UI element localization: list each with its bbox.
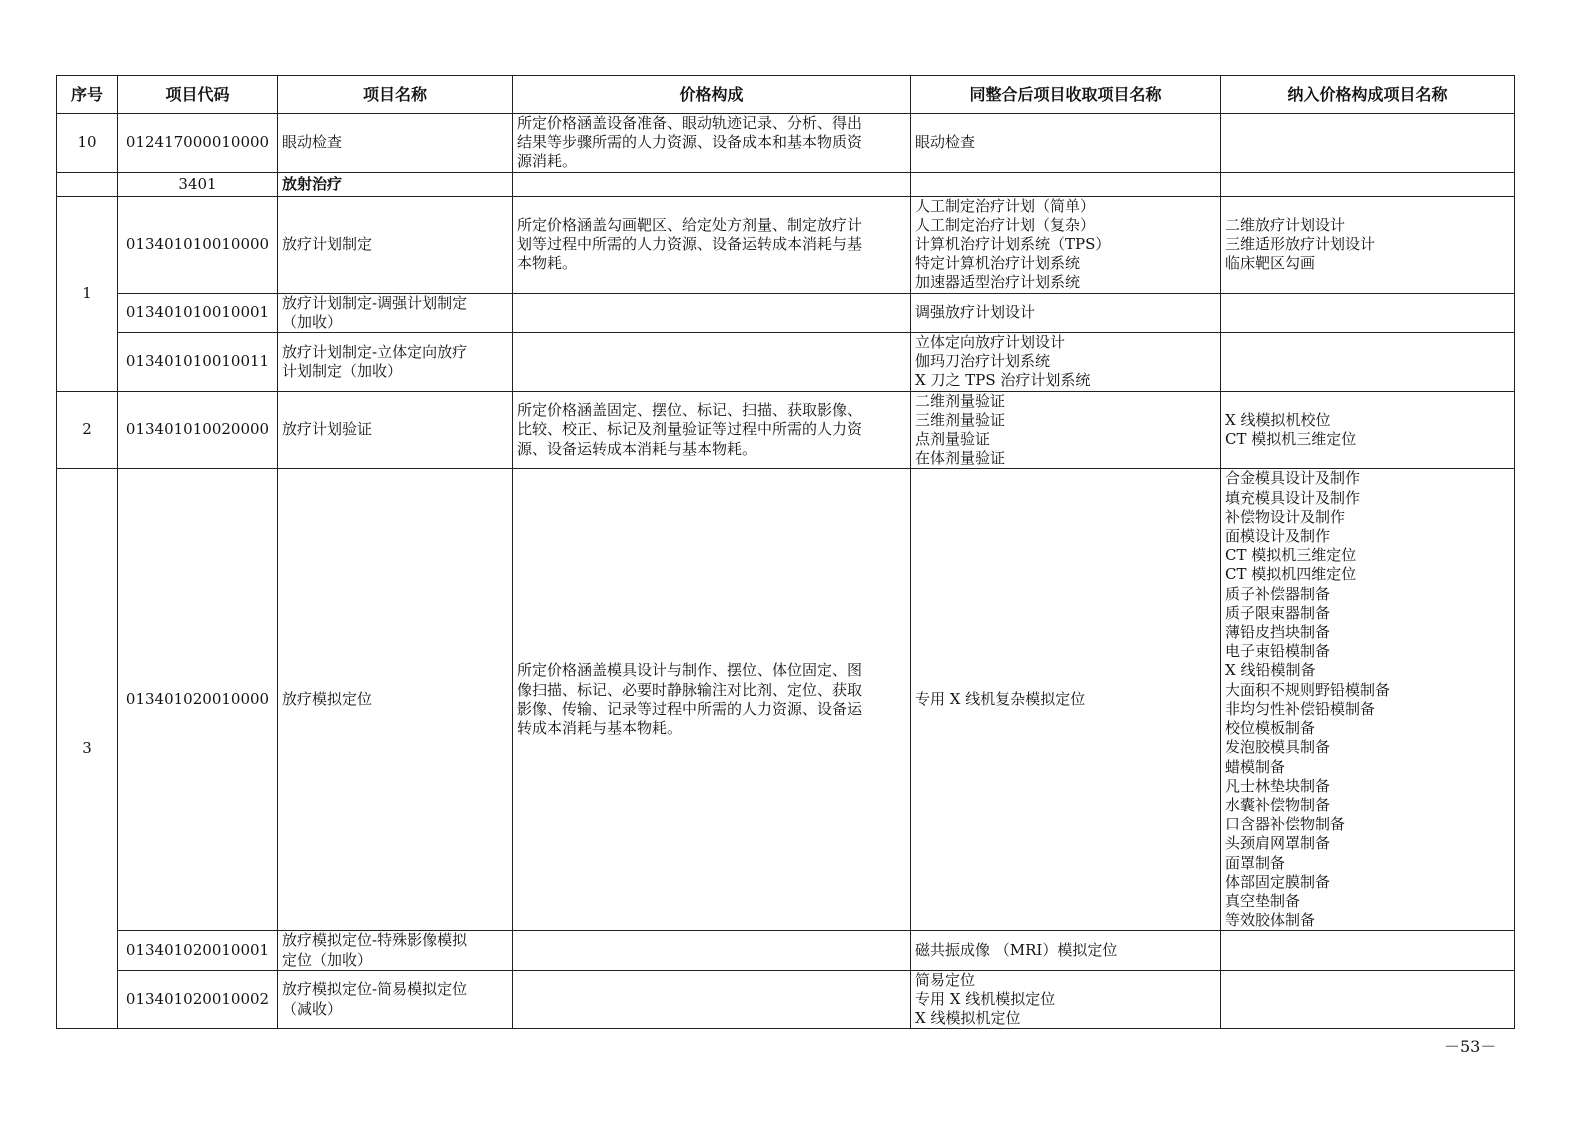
- price-cell: 所定价格涵盖模具设计与制作、摆位、体位固定、图 像扫描、标记、必要时静脉输注对比剂、定位、获取 影像、传输、记录等过程中所需的人力资源、设备运 转成本消耗与基本物耗。: [513, 469, 911, 931]
- section-code: 3401: [118, 172, 278, 196]
- code-cell: 013401010010011: [118, 333, 278, 392]
- included-cell: X 线模拟机校位 CT 模拟机三维定位: [1221, 391, 1515, 469]
- header-included: 纳入价格构成项目名称: [1221, 76, 1515, 114]
- merged-cell: 眼动检查: [911, 114, 1221, 173]
- merged-cell: [911, 172, 1221, 196]
- header-row: [57, 76, 1515, 114]
- seq-cell: 3: [57, 469, 118, 1029]
- included-cell: [1221, 970, 1515, 1029]
- name-cell: 放疗计划制定-立体定向放疗 计划制定（加收）: [278, 333, 513, 392]
- price-cell: [513, 970, 911, 1029]
- seq-cell: 10: [57, 114, 118, 173]
- name-cell: 放疗计划制定: [278, 196, 513, 293]
- header-seq: 序号: [57, 76, 118, 114]
- header-merged: 同整合后项目收取项目名称: [911, 76, 1221, 114]
- included-cell: 二维放疗计划设计 三维适形放疗计划设计 临床靶区勾画: [1221, 196, 1515, 293]
- merged-cell: 二维剂量验证 三维剂量验证 点剂量验证 在体剂量验证: [911, 391, 1221, 469]
- table-row: [57, 391, 1515, 469]
- section-name: 放射治疗: [278, 172, 513, 196]
- table-row: [57, 970, 1515, 1029]
- seq-cell: [57, 172, 118, 196]
- code-cell: 012417000010000: [118, 114, 278, 173]
- table-row: [57, 196, 1515, 293]
- code-cell: 013401010010001: [118, 293, 278, 332]
- merged-cell: 人工制定治疗计划（简单） 人工制定治疗计划（复杂） 计算机治疗计划系统（TPS） 特定计算机治疗计划系统 加速器适型治疗计划系统: [911, 196, 1221, 293]
- price-table: [56, 75, 1515, 1029]
- code-cell: 013401010020000: [118, 391, 278, 469]
- price-cell: [513, 293, 911, 332]
- included-cell: 合金模具设计及制作 填充模具设计及制作 补偿物设计及制作 面模设计及制作 CT 模拟机三维定位 CT 模拟机四维定位 质子补偿器制备 质子限束器制备 薄铅皮挡块制备 电子束铅模制备 X 线铅模制备 大面积不规则野铅模制备 非均匀性补偿铅模制备 校位模板制备 发泡胶模具制备 蜡模制备 凡士林垫块制备 水囊补偿物制备 口含器补偿物制备 头颈肩网罩制备 面罩制备 体部固定膜制备 真空垫制备 等效胶体制备: [1221, 469, 1515, 931]
- price-cell: 所定价格涵盖勾画靶区、给定处方剂量、制定放疗计 划等过程中所需的人力资源、设备运转成本消耗与基 本物耗。: [513, 196, 911, 293]
- merged-cell: 立体定向放疗计划设计 伽玛刀治疗计划系统 X 刀之 TPS 治疗计划系统: [911, 333, 1221, 392]
- page-number: －53－: [1444, 1037, 1497, 1056]
- price-cell: [513, 333, 911, 392]
- seq-cell: 2: [57, 391, 118, 469]
- seq-cell: 1: [57, 196, 118, 391]
- code-cell: 013401020010001: [118, 931, 278, 970]
- name-cell: 放疗模拟定位-简易模拟定位 （减收）: [278, 970, 513, 1029]
- merged-cell: 磁共振成像 （MRI）模拟定位: [911, 931, 1221, 970]
- table-row: [57, 333, 1515, 392]
- included-cell: [1221, 931, 1515, 970]
- price-cell: 所定价格涵盖固定、摆位、标记、扫描、获取影像、 比较、校正、标记及剂量验证等过程中所需的人力资 源、设备运转成本消耗与基本物耗。: [513, 391, 911, 469]
- name-cell: 放疗模拟定位-特殊影像模拟 定位（加收）: [278, 931, 513, 970]
- merged-cell: 简易定位 专用 X 线机模拟定位 X 线模拟机定位: [911, 970, 1221, 1029]
- name-cell: 放疗模拟定位: [278, 469, 513, 931]
- merged-cell: 调强放疗计划设计: [911, 293, 1221, 332]
- table-row: [57, 293, 1515, 332]
- name-cell: 眼动检查: [278, 114, 513, 173]
- code-cell: 013401010010000: [118, 196, 278, 293]
- price-cell: [513, 172, 911, 196]
- price-cell: [513, 931, 911, 970]
- merged-cell: 专用 X 线机复杂模拟定位: [911, 469, 1221, 931]
- code-cell: 013401020010002: [118, 970, 278, 1029]
- header-code: 项目代码: [118, 76, 278, 114]
- header-price: 价格构成: [513, 76, 911, 114]
- included-cell: [1221, 333, 1515, 392]
- table-row: [57, 469, 1515, 931]
- table-row: [57, 931, 1515, 970]
- code-cell: 013401020010000: [118, 469, 278, 931]
- name-cell: 放疗计划验证: [278, 391, 513, 469]
- included-cell: [1221, 172, 1515, 196]
- table-row: [57, 114, 1515, 173]
- header-name: 项目名称: [278, 76, 513, 114]
- price-cell: 所定价格涵盖设备准备、眼动轨迹记录、分析、得出 结果等步骤所需的人力资源、设备成本和基本物质资 源消耗。: [513, 114, 911, 173]
- name-cell: 放疗计划制定-调强计划制定 （加收）: [278, 293, 513, 332]
- included-cell: [1221, 114, 1515, 173]
- section-row: [57, 172, 1515, 196]
- included-cell: [1221, 293, 1515, 332]
